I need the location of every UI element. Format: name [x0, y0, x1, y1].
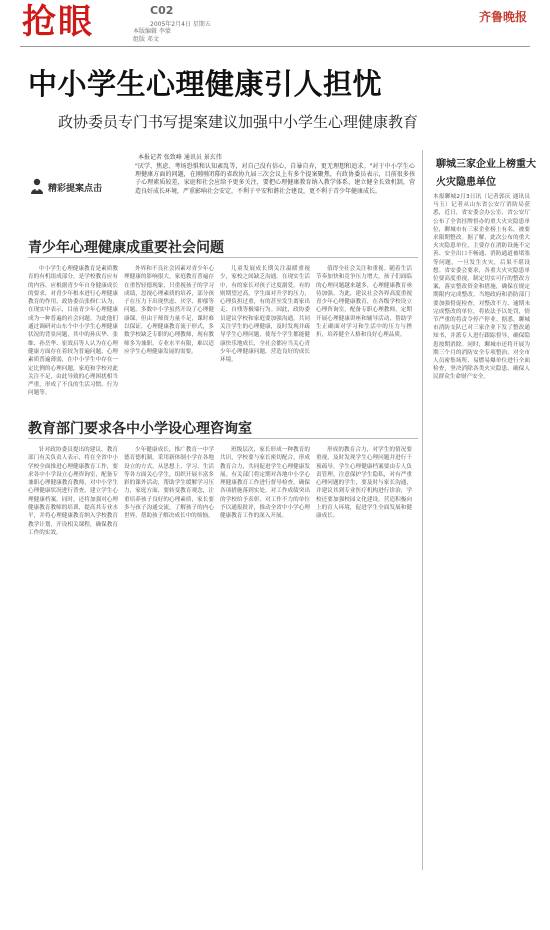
- article-column: 值得全社会关注和重视。随着生活节奏加快和竞争压力增大，孩子们面临的心理问题越来越多，心理健康教育亟待加强。为此，建议社会各界高度重视青少年心理健康教育，在各级学校设立心理咨询室，配备专职心理教师，定期开展心理健康讲座和辅导活动，帮助学生正确面对学习和生活中的压力与挫折，培养健全人格和良好心理品质。: [316, 266, 412, 339]
- article-column: 中小学生心理健康教育是素质教育的有机组成部分，是学校教育应有的内容。应根据青少年自身健康成长的要求，对青少年根本进行心理健康教育的作用，政协委员张修仁认为，在现实中表示，目前青少年心理健康成为一种普遍的社会问题。为此他们通过调研对山东个中小学生心理健康状况的背景问题，其中的孙庆华、张维、孙岳华、崔效启等人认为在心理健康方面存在着较为普遍问题，心理素质普遍薄弱，在中小学生中存在一定比例的心理问题，家庭和学校对此关注不足，由此导致的心理困扰相当严重，形成了不良的生活习惯、行为问题等。: [28, 266, 118, 397]
- section-title: 教育部门要求各中小学设心理咨询室: [28, 421, 252, 437]
- article-column: 班级层次，家长形成一种教育的共识，学校要与家长密切配合，形成教育合力，共同促进学生心理健康发展。有关部门将定期对各地中小学心理健康教育工作进行督导检查，确保各项措施落到实处，对工作成绩突出的学校给予表彰，对工作不力的单位予以通报批评，推动全省中小学心理健康教育工作的深入开展。: [220, 447, 310, 520]
- section-divider: [28, 438, 418, 439]
- article-subheadline: 政协委员专门书写提案建议加强中小学生心理健康教育: [58, 113, 419, 131]
- article-column: 针对政协委员提出的建议，教育部门有关负责人表示，将在全省中小学校全面推进心理健康教育工作，要求各中小学设立心理咨询室，配备专兼职心理健康教育教师，对中小学生心理健康状况进行普查，建立学生心理健康档案。同时，还将加强对心理健康教育教师的培训，提高其专业水平，并将心理健康教育纳入学校教育教学计划，开设相关课程，确保教育工作的实效。: [28, 447, 118, 536]
- person-icon: [30, 178, 44, 194]
- section-divider: [28, 257, 418, 258]
- article-column: 形成的教育合力，对学生的情况要重视，及时发现学生心理问题并进行干预疏导，学生心理健康档案要由专人负责管理，注意保护学生隐私，对有严重心理问题的学生，要及时与家长沟通，并建议其到专业医疗机构进行诊治，学校还要加强校园文化建设，营造积极向上的育人环境，促进学生全面发展和健康成长。: [316, 447, 412, 520]
- proposal-badge: [28, 178, 128, 196]
- article-headline: 中小学生心理健康引人担忧: [28, 67, 383, 101]
- sidebar-title: 聊城三家企业上榜重大火灾隐患单位: [436, 159, 536, 188]
- newspaper-logo: 齐鲁晚报: [479, 10, 528, 24]
- issue-date: 2005年2月4日 星期五: [150, 21, 211, 28]
- section-name: 抢眼: [22, 2, 94, 42]
- masthead: [0, 0, 550, 50]
- sidebar-body: 本报聊城2月3日讯（记者郭庆 通讯员 马玉）记者从山东省公安厅消防局获悉，近日，省安委会办公室、省公安厅公布了全省挂牌督办的重大火灾隐患单位，聊城市有三家企业榜上有名，被要求限期整改。据了解，此次公布的重大火灾隐患单位，主要存在消防设施不完善、安全出口不畅通、消防通道被堵塞等问题，一旦发生火灾，后果不堪设想。省安委会要求，各重大火灾隐患单位要高度重视，制定切实可行的整改方案，落实整改资金和措施，确保在规定期限内完成整改。当地政府和消防部门要加强督促检查，对整改不力、逾期未完成整改的单位，将依法予以处罚，情节严重的将责令停产停业。据悉，聊城市消防支队已对三家企业下发了整改通知书，并派专人进行跟踪督导，确保隐患按期消除。同时，聊城市还将开展为期三个月的消防安全专项整治，对全市人员密集场所、易燃易爆单位进行全面检查，坚决消除各类火灾隐患，确保人民群众生命财产安全。: [433, 194, 530, 381]
- article-lead: "厌学、焦虑、考场恐惧和认知紊乱等，对自己没有信心，自暴自弃，更无理想和追求。"对于中小学生心理健康方面的问题，在刚刚闭幕的省政协九届三次会议上有多个提案聚焦，有政协委员表示，目前很多孩子心理素质较差，家庭和社会应给予更多关注，要把心理健康教育纳入教学体系，建立健全长效机制，营造良好成长环境，严重影响社会安定，不利于平安和谐社会建设，更不利于青少年健康成长。: [135, 163, 415, 195]
- editor-line: 本版编辑 李蒙: [133, 28, 171, 35]
- editor-credits: [133, 28, 171, 44]
- badge-label: 精彩提案点击: [48, 184, 103, 194]
- layout-line: 组版 邓文: [133, 36, 159, 43]
- article-column: 外界和不良社会因素对青少年心理健康的影响很大，家庭教育普遍存在重智轻德现象，只重视孩子的学习成绩，忽视心理素质的培养，部分孩子在压力下出现焦虑、厌学、抑郁等问题。多数中小学虽然开设了心理健康课，但由于师资力量不足，课时难以保证，心理健康教育流于形式，多数学校缺乏专职的心理教师，现有教师多为兼职，专业水平有限，难以适应学生心理健康发展的需要。: [124, 266, 214, 355]
- article-byline: 本报记者 张致峰 通讯员 景玄伟: [138, 154, 222, 161]
- masthead-divider: [20, 46, 530, 47]
- page-number: C02: [150, 4, 174, 17]
- section-title: 青少年心理健康成重要社会问题: [28, 240, 224, 256]
- article-column: 儿童发展成长期关注温暖重视少，家校之间缺乏沟通。在现实生活中，有的家长对孩子过度溺爱，有的则期望过高，学生面对升学的压力，心理负担过重，有的甚至发生离家出走、自残等极端行为。因此，政协委员建议学校和家庭要加强沟通，共同关注学生的心理健康，及时发现并疏导学生心理问题，使每个学生都能健康快乐地成长，全社会都应当关心青少年心理健康问题，营造良好的成长环境。: [220, 266, 310, 364]
- article-column: 少年健康成长，推广教育一中学德育德机制，采用新体制小学在各地设立的方式，从思想上、学习、生活等各方面关心学生，组织开展丰富多彩的课外活动，帮助学生缓解学习压力，家庭方面，要转变教育观念，注重培养孩子良好的心理素质，家长要多与孩子沟通交流，了解孩子的内心世界，帮助孩子解决成长中的烦恼。: [124, 447, 214, 520]
- sidebar-divider: [422, 150, 423, 870]
